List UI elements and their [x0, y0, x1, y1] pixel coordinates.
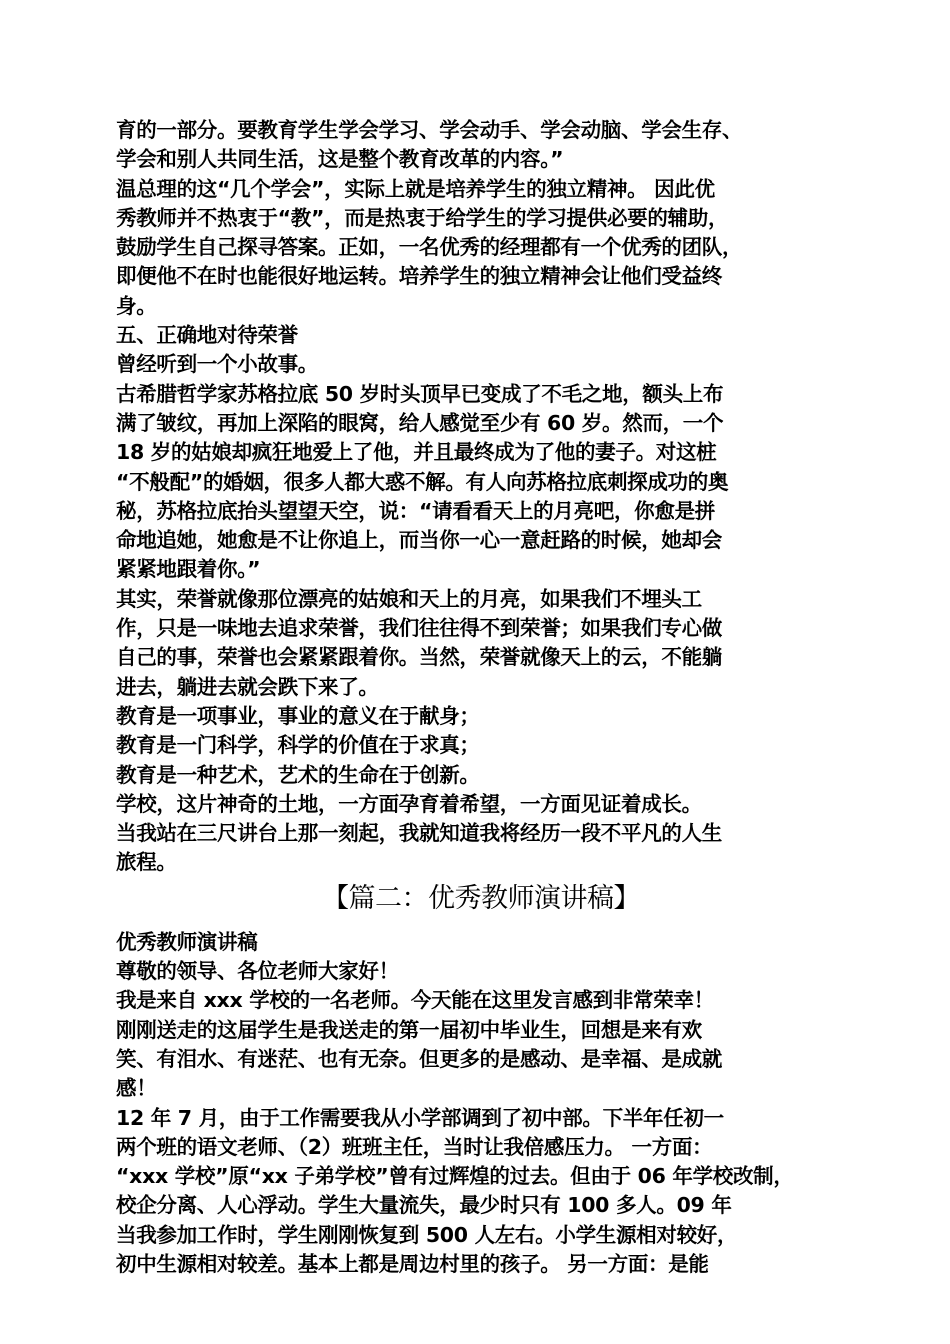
text-line: 校企分离、人心浮动。学生大量流失，最少时只有 100 多人。09 年	[116, 1193, 732, 1218]
text-line: “xxx 学校”原“xx 子弟学校”曾有过辉煌的过去。但由于 06 年学校改制，	[116, 1164, 794, 1189]
text-line: 刚刚送走的这届学生是我送走的第一届初中毕业生，回想是来有欢	[116, 1017, 702, 1042]
text-line: 其实，荣誉就像那位漂亮的姑娘和天上的月亮，如果我们不埋头工	[116, 586, 702, 611]
text-line: 即便他不在时也能很好地运转。培养学生的独立精神会让他们受益终	[116, 264, 722, 289]
text-line: 当我站在三尺讲台上那一刻起，我就知道我将经历一段不平凡的人生	[116, 821, 722, 846]
text-line: 温总理的这“几个学会”，实际上就是培养学生的独立精神。 因此优	[116, 176, 715, 201]
text-line: 当我参加工作时，学生刚刚恢复到 500 人左右。小学生源相对较好，	[116, 1222, 738, 1247]
text-line: 感！	[116, 1076, 157, 1101]
text-line: 鼓励学生自己探寻答案。正如，一名优秀的经理都有一个优秀的团队，	[116, 235, 743, 260]
text-line: 12 年 7 月，由于工作需要我从小学部调到了初中部。下半年任初一	[116, 1105, 724, 1130]
text-line: 18 岁的姑娘却疯狂地爱上了他，并且最终成为了他的妻子。对这桩	[116, 440, 717, 465]
text-line: 自己的事，荣誉也会紧紧跟着你。当然，荣誉就像天上的云，不能躺	[116, 645, 722, 670]
text-line: 教育是一项事业，事业的意义在于献身；	[116, 703, 480, 728]
text-line: 曾经听到一个小故事。	[116, 352, 318, 377]
text-line: 进去，躺进去就会跌下来了。	[116, 674, 379, 699]
text-line: “不般配”的婚姻，很多人都大惑不解。有人向苏格拉底刺探成功的奥	[116, 469, 729, 494]
section-heading: 【篇二：优秀教师演讲稿】	[322, 882, 640, 914]
text-line: 我是来自 xxx 学校的一名老师。今天能在这里发言感到非常荣幸！	[116, 988, 714, 1013]
text-line: 尊敬的领导、各位老师大家好！	[116, 959, 399, 984]
text-line: 教育是一门科学，科学的价值在于求真；	[116, 733, 480, 758]
text-line: 旅程。	[116, 850, 177, 875]
text-line: 命地追她，她愈是不让你追上，而当你一心一意赶路的时候，她却会	[116, 528, 722, 553]
text-line: 育的一部分。要教育学生学会学习、学会动手、学会动脑、学会生存、	[116, 118, 743, 142]
document-page	[116, 116, 846, 1279]
text-line: 学会和别人共同生活，这是整个教育改革的内容。”	[116, 147, 564, 172]
speech-title: 优秀教师演讲稿	[116, 929, 258, 954]
text-line: 学校，这片神奇的土地，一方面孕育着希望，一方面见证着成长。	[116, 791, 702, 816]
text-line: 作，只是一味地去追求荣誉，我们往往得不到荣誉；如果我们专心做	[116, 616, 722, 641]
text-line: 教育是一种艺术，艺术的生命在于创新。	[116, 762, 480, 787]
text-line: 初中生源相对较差。基本上都是周边村里的孩子。 另一方面：是能	[116, 1251, 709, 1276]
text-line: 秘，苏格拉底抬头望望天空，说：“请看看天上的月亮吧，你愈是拼	[116, 498, 715, 523]
section-two	[116, 928, 846, 1280]
text-line: 满了皱纹，再加上深陷的眼窝，给人感觉至少有 60 岁。然而，一个	[116, 410, 724, 435]
text-line: 笑、有泪水、有迷茫、也有无奈。但更多的是感动、是幸福、是成就	[116, 1046, 722, 1071]
text-line: 秀教师并不热衷于“教”，而是热衷于给学生的学习提供必要的辅助，	[116, 205, 729, 230]
text-line: 身。	[116, 293, 157, 318]
text-line: 紧紧地跟着你。”	[116, 557, 261, 582]
text-line: 两个班的语文老师、（2）班班主任，当时让我倍感压力。 一方面：	[116, 1134, 713, 1159]
section-subheading: 五、正确地对待荣誉	[116, 323, 298, 348]
text-line: 古希腊哲学家苏格拉底 50 岁时头顶早已变成了不毛之地，额头上布	[116, 381, 724, 406]
section-one	[116, 116, 846, 878]
